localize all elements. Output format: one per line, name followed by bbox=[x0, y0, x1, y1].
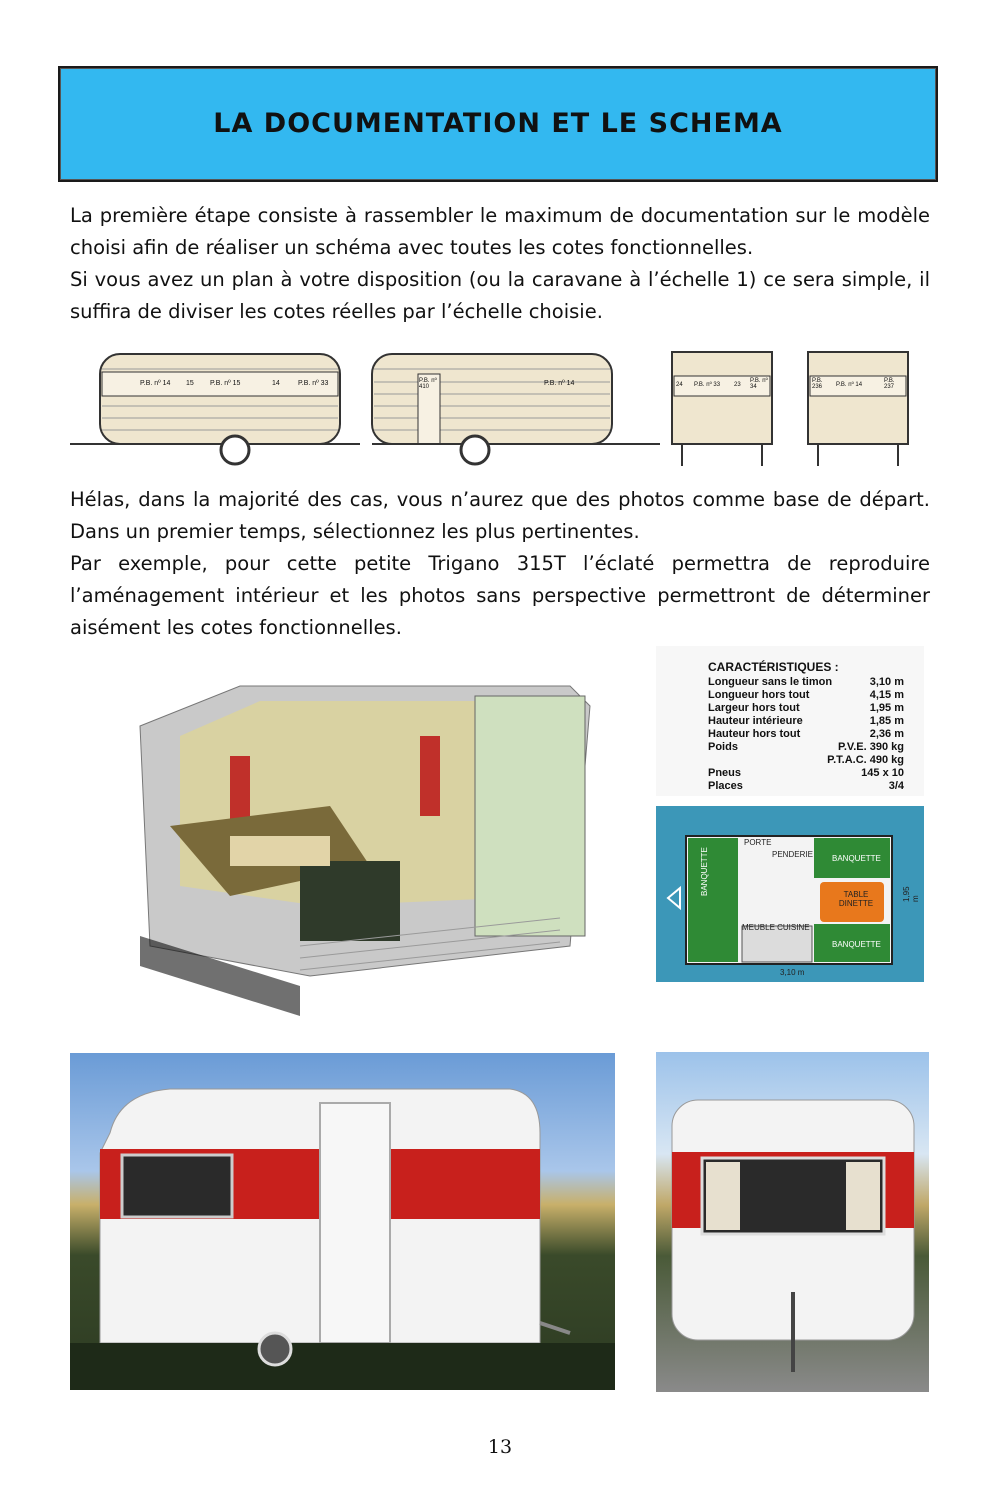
fp-meuble: MEUBLE CUISINE bbox=[742, 923, 810, 932]
photos-line-2: Par exemple, pour cette petite Trigano 315T l’éclaté permettra de reproduire l’aménagement intérieur et les photos sans perspective permettront de déterminer aisément les cotes fonctionnelles. bbox=[70, 552, 930, 639]
spec-value: 3/4 bbox=[888, 780, 904, 792]
plan-left-label-1: P.B. nº 14 bbox=[140, 380, 171, 387]
plan-left-label-2: 15 bbox=[186, 380, 194, 387]
spec-row bbox=[708, 780, 904, 793]
spec-value: P.T.A.C. 490 kg bbox=[827, 754, 904, 766]
title-banner bbox=[58, 66, 938, 182]
photos-line-1: Hélas, dans la majorité des cas, vous n’aurez que des photos comme base de départ. Dans un premier temps, sélectionnez les plus pertinentes. bbox=[70, 488, 930, 543]
rear-photo bbox=[656, 1052, 929, 1392]
intro-text bbox=[70, 200, 930, 328]
spec-value: P.V.E. 390 kg bbox=[837, 741, 904, 753]
specs-header: CARACTÉRISTIQUES : bbox=[708, 660, 839, 674]
spec-value: 3,10 m bbox=[869, 676, 904, 688]
plan-left-label-3: P.B. nº 15 bbox=[210, 380, 241, 387]
intro-line-2: Si vous avez un plan à votre disposition (ou la caravane à l’échelle 1) ce sera simple, il suffira de diviser les cotes réelles par l’échelle choisie. bbox=[70, 268, 930, 323]
spec-row bbox=[708, 702, 904, 715]
spec-row bbox=[708, 676, 904, 689]
spec-label: Pneus bbox=[708, 767, 742, 779]
spec-label: Hauteur hors tout bbox=[708, 728, 801, 740]
spec-label: Longueur sans le timon bbox=[708, 676, 833, 688]
fp-table: TABLE DINETTE bbox=[838, 890, 874, 908]
spec-value: 2,36 m bbox=[869, 728, 904, 740]
spec-label: Poids bbox=[708, 741, 738, 753]
spec-value: 145 x 10 bbox=[861, 767, 904, 779]
spec-row bbox=[708, 715, 904, 728]
floor-plan bbox=[656, 806, 924, 982]
cutaway-illustration bbox=[70, 646, 615, 1042]
specs-table bbox=[656, 646, 924, 796]
spec-value: 1,95 m bbox=[869, 702, 904, 714]
photos-text bbox=[70, 484, 930, 644]
fp-width: 1,95 m bbox=[902, 886, 920, 902]
fp-banquette-left: BANQUETTE bbox=[700, 847, 709, 896]
plan-left-label-4: 14 bbox=[272, 380, 280, 387]
spec-label: Longueur hors tout bbox=[708, 689, 810, 701]
plan-rear-label-1: P.B. 236 bbox=[812, 378, 823, 390]
plan-front-label-2: P.B. nº 33 bbox=[694, 382, 721, 388]
side-photo bbox=[70, 1053, 615, 1390]
intro-line-1: La première étape consiste à rassembler le maximum de documentation sur le modèle choisi afin de réaliser un schéma avec toutes les cotes fonctionnelles. bbox=[70, 204, 930, 259]
plan-rear-label-2: P.B. nº 14 bbox=[836, 382, 863, 388]
fp-penderie: PENDERIE bbox=[772, 850, 813, 859]
spec-value: 1,85 m bbox=[869, 715, 904, 727]
plan-right-label-1: P.B. nº 410 bbox=[419, 378, 437, 390]
fp-banquette-top: BANQUETTE bbox=[832, 854, 881, 863]
plans-strip bbox=[70, 334, 930, 474]
page-title: LA DOCUMENTATION ET LE SCHEMA bbox=[213, 108, 783, 139]
plan-left-label-5: P.B. nº 33 bbox=[298, 380, 329, 387]
plan-front-label-1: 24 bbox=[676, 382, 683, 388]
plan-front-label-3: 23 bbox=[734, 382, 741, 388]
spec-row bbox=[708, 728, 904, 741]
spec-value: 4,15 m bbox=[869, 689, 904, 701]
fp-porte: PORTE bbox=[744, 838, 772, 847]
plan-right-label-2: P.B. nº 14 bbox=[544, 380, 575, 387]
spec-label: Places bbox=[708, 780, 743, 792]
spec-row bbox=[708, 741, 904, 754]
fp-banquette-bottom: BANQUETTE bbox=[832, 940, 881, 949]
plan-front-label-4: P.B. nº 34 bbox=[750, 378, 768, 390]
fp-length: 3,10 m bbox=[780, 968, 805, 977]
spec-row bbox=[708, 767, 904, 780]
plans-drawing bbox=[70, 334, 930, 474]
page-number: 13 bbox=[487, 1436, 513, 1458]
spec-row bbox=[708, 689, 904, 702]
spec-label: Hauteur intérieure bbox=[708, 715, 803, 727]
plan-rear-label-3: P.B. 237 bbox=[884, 378, 895, 390]
spec-label: Largeur hors tout bbox=[708, 702, 800, 714]
